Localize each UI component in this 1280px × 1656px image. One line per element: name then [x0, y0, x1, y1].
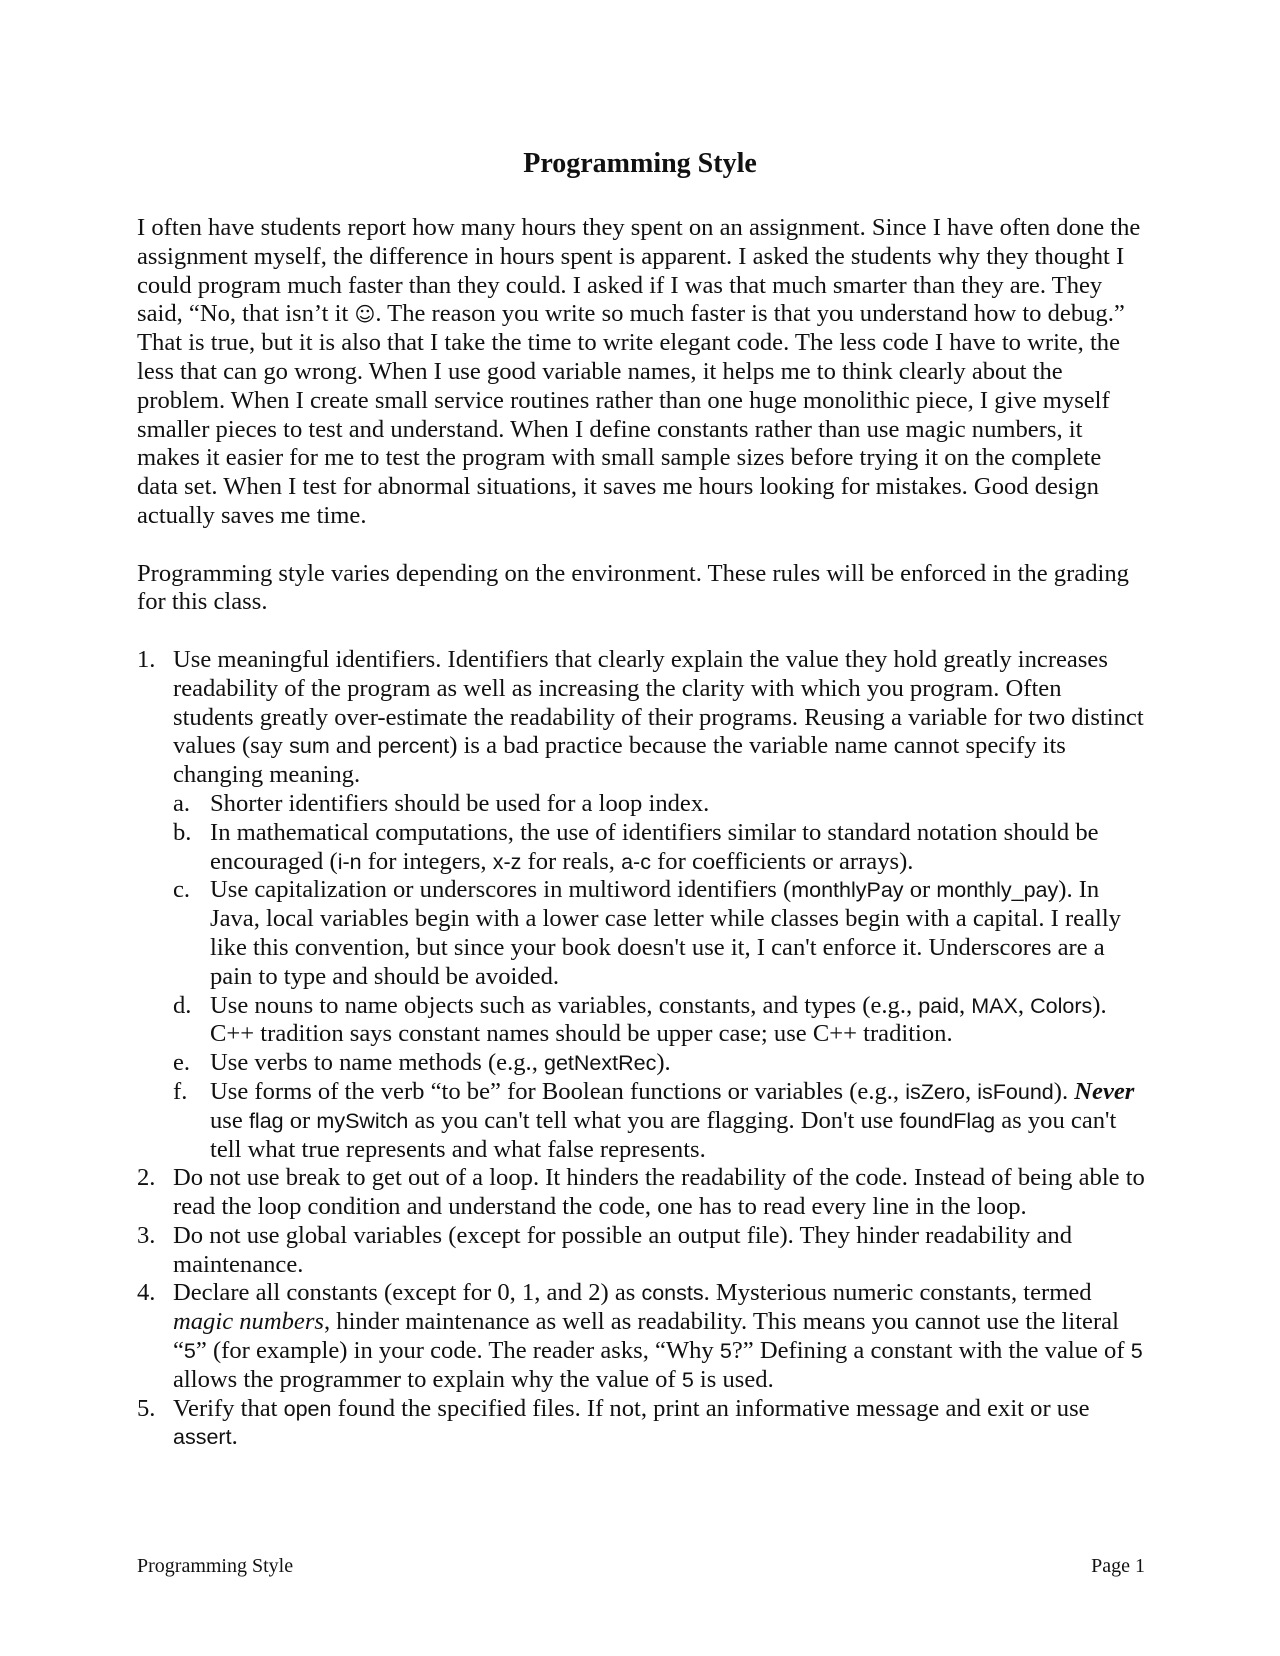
- text-run: ) is a bad practice because the variable name cannot specify its changing meaning.: [173, 732, 1066, 789]
- rule-number: 5.: [137, 1394, 156, 1422]
- text-run: allows the programmer to explain why the value of: [173, 1365, 682, 1393]
- code-identifier: i-n: [337, 849, 362, 874]
- code-identifier: mySwitch: [316, 1108, 409, 1133]
- text-run: ). C++ tradition says constant names should be upper case; use C++ tradition.: [210, 991, 1107, 1048]
- document-body: [137, 214, 1145, 1452]
- code-identifier: monthlyPay: [791, 878, 904, 903]
- text-run: In mathematical computations, the use of identifiers similar to standard notation should be encouraged (: [210, 818, 1099, 875]
- code-identifier: isZero: [905, 1079, 965, 1104]
- rule-item: [137, 1164, 1145, 1222]
- text-run: ,: [958, 991, 972, 1019]
- sub-rules-list: [173, 790, 1145, 1164]
- intro-paragraphs: [137, 214, 1145, 617]
- rule-number: 4.: [137, 1279, 156, 1307]
- text-run: Declare all constants (except for 0, 1, and 2) as: [173, 1279, 642, 1307]
- code-identifier: flag: [248, 1108, 284, 1133]
- text-run: for reals,: [521, 847, 622, 875]
- sub-rule-item: [173, 876, 1145, 991]
- sub-rule-item: [173, 819, 1145, 877]
- code-identifier: open: [283, 1396, 332, 1421]
- code-identifier: paid: [918, 993, 959, 1018]
- rule-item: [137, 646, 1145, 1164]
- text-run: ).: [656, 1049, 671, 1077]
- text-run: Use nouns to name objects such as variables, constants, and types (e.g.,: [210, 991, 919, 1019]
- text-run: found the specified files. If not, print an informative message and exit or use: [331, 1394, 1090, 1422]
- text-run: ). In Java, local variables begin with a lower case letter while classes begin with a capital. I really like this convention, but since your book doesn't use it, I can't enforce it. Underscores are a pain to type and should be avoided.: [210, 876, 1121, 990]
- code-identifier: a-c: [621, 849, 651, 874]
- paragraph: [137, 214, 1145, 531]
- text-run: Do not use global variables (except for possible an output file). They hinder readability and maintenance.: [173, 1221, 1073, 1278]
- sub-rule-item: [173, 790, 1145, 819]
- page-title: Programming Style: [523, 148, 757, 179]
- code-identifier: x-z: [492, 849, 522, 874]
- text-run: Use meaningful identifiers. Identifiers that clearly explain the value they hold greatly increases readability of the program as well as increasing the clarity with which you program. Often students greatly over-estimate the readability of their programs. Reusing a variable for two distinct values (say: [173, 645, 1144, 760]
- text-run: Use forms of the verb “to be” for Boolean functions or variables (e.g.,: [210, 1077, 906, 1105]
- code-identifier: percent: [377, 734, 450, 759]
- sub-rule-letter: e.: [173, 1049, 191, 1077]
- code-identifier: consts: [641, 1281, 704, 1306]
- rule-number: 3.: [137, 1221, 156, 1249]
- paragraph: [137, 560, 1145, 618]
- code-identifier: sum: [289, 734, 330, 759]
- text-run: Do not use break to get out of a loop. It hinders the readability of the code. Instead of being able to read the loop condition and understand the code, one has to read every line in the loop.: [173, 1164, 1145, 1221]
- sub-rule-letter: b.: [173, 818, 192, 846]
- emphasis-text: magic numbers: [173, 1308, 324, 1336]
- text-run: ” (for example) in your code. The reader asks, “Why: [195, 1337, 720, 1365]
- text-run: or: [903, 876, 937, 904]
- text-run: is used.: [693, 1365, 774, 1393]
- rule-number: 1.: [137, 645, 156, 673]
- code-identifier: getNextRec: [544, 1051, 657, 1076]
- text-run: for coefficients or arrays).: [650, 847, 914, 875]
- text-run: and: [329, 732, 378, 760]
- sub-rule-letter: c.: [173, 876, 191, 904]
- rules-list: [137, 646, 1145, 1452]
- code-identifier: Colors: [1030, 993, 1093, 1018]
- text-run: I often have students report how many hours they spent on an assignment. Since I have often done the assignment myself, the difference in hours spent is apparent. I asked the students why they thought I could program much faster than they could. I asked if I was that much smarter than they are. They said, “No, that isn’t it: [137, 214, 1141, 328]
- code-identifier: foundFlag: [899, 1108, 996, 1133]
- code-identifier: monthly_pay: [936, 878, 1059, 903]
- text-run: Verify that: [173, 1394, 284, 1422]
- text-run: Programming style varies depending on the environment. These rules will be enforced in the grading for this class.: [137, 559, 1129, 616]
- sub-rule-letter: a.: [173, 789, 191, 817]
- text-run: Use verbs to name methods (e.g.,: [210, 1049, 544, 1077]
- rule-number: 2.: [137, 1164, 156, 1192]
- code-identifier: 5: [183, 1339, 196, 1364]
- page-number: Page 1: [1091, 1555, 1145, 1577]
- sub-rule-item: [173, 1049, 1145, 1078]
- code-identifier: isFound: [977, 1079, 1054, 1104]
- code-identifier: 5: [719, 1339, 732, 1364]
- text-run: ).: [1053, 1077, 1075, 1105]
- code-identifier: MAX: [971, 993, 1018, 1018]
- text-run: ?” Defining a constant with the value of: [731, 1337, 1131, 1365]
- text-run: . Mysterious numeric constants, termed: [703, 1279, 1092, 1307]
- text-run: Use capitalization or underscores in multiword identifiers (: [210, 876, 792, 904]
- emphasis-text: Never: [1074, 1077, 1135, 1105]
- rule-item: [137, 1395, 1145, 1453]
- text-run: Shorter identifiers should be used for a loop index.: [210, 789, 710, 817]
- text-run: , hinder maintenance as well as readability. This means you cannot use the literal “: [173, 1308, 1119, 1365]
- code-identifier: assert: [173, 1425, 232, 1450]
- sub-rule-item: [173, 1078, 1145, 1164]
- text-run: .: [231, 1423, 238, 1451]
- sub-rule-letter: d.: [173, 991, 192, 1019]
- rule-item: [137, 1222, 1145, 1280]
- text-run: . The reason you write so much faster is that you understand how to debug.” That is true, but it is also that I take the time to write elegant code. The less code I have to write, the less that can go wrong. When I use good variable names, it helps me to think clearly about the problem. When I create small service routines rather than one huge monolithic piece, I give myself smaller pieces to test and understand. When I define constants rather than use magic numbers, it makes it easier for me to test the program with small sample sizes before trying it on the complete data set. When I test for abnormal situations, it saves me hours looking for mistakes. Good design actually saves me time.: [137, 300, 1125, 529]
- text-run: as you can't tell what you are flagging. Don't use: [408, 1106, 900, 1134]
- text-run: as you can't tell what true represents and what false represents.: [210, 1106, 1117, 1163]
- code-identifier: 5: [1130, 1339, 1143, 1364]
- sub-rule-letter: f.: [173, 1077, 188, 1105]
- smiley-icon: ☺: [354, 302, 376, 327]
- text-run: for integers,: [361, 847, 493, 875]
- text-run: or: [283, 1106, 317, 1134]
- text-run: ,: [964, 1077, 978, 1105]
- footer-title: Programming Style: [137, 1555, 294, 1577]
- rule-item: [137, 1279, 1145, 1394]
- text-run: ,: [1017, 991, 1031, 1019]
- sub-rule-item: [173, 992, 1145, 1050]
- code-identifier: 5: [681, 1367, 694, 1392]
- text-run: use: [210, 1106, 249, 1134]
